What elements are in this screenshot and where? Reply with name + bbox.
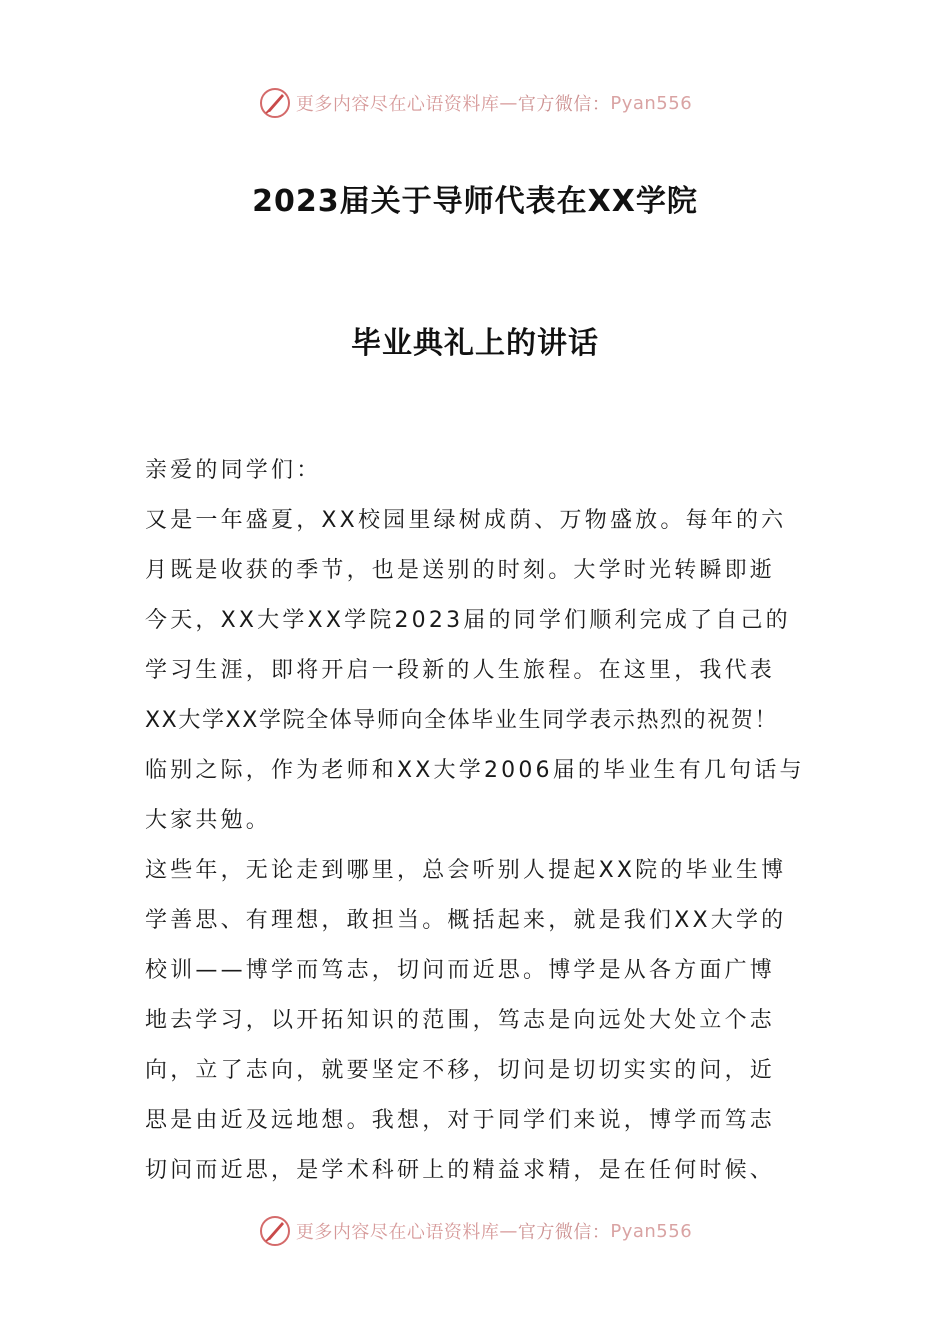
body-line: 月既是收获的季节，也是送别的时刻。大学时光转瞬即逝: [145, 558, 776, 583]
watermark-id: Pyan556: [610, 1220, 693, 1242]
speech-body: [145, 446, 815, 1196]
document-title-line2: 毕业典礼上的讲话: [351, 326, 599, 361]
body-line: 亲爱的同学们：: [145, 458, 322, 483]
body-line: 切问而近思，是学术科研上的精益求精，是在任何时候、: [145, 1158, 776, 1183]
watermark-id: Pyan556: [610, 92, 693, 114]
watermark-brand: 更多内容尽在心语资料库: [295, 1222, 500, 1243]
body-line: 学善思、有理想，敢担当。概括起来，就是我们XX大学的: [145, 908, 787, 933]
quill-logo-icon: [258, 1214, 292, 1248]
watermark-separator: —: [499, 1220, 518, 1242]
body-line: 地去学习，以开拓知识的范围，笃志是向远处大处立个志: [145, 1008, 776, 1033]
footer-watermark: [0, 1211, 950, 1251]
body-line: 今天，XX大学XX学院2023届的同学们顺利完成了自己的: [145, 608, 791, 633]
watermark-official: 官方微信：: [517, 94, 611, 115]
body-line: 向，立了志向，就要坚定不移，切问是切切实实的问，近: [145, 1058, 776, 1083]
body-line: XX大学XX学院全体导师向全体毕业生同学表示热烈的祝贺！: [145, 708, 779, 733]
watermark-official: 官方微信：: [517, 1222, 611, 1243]
body-line: 这些年，无论走到哪里，总会听别人提起XX院的毕业生博: [145, 858, 787, 883]
body-line: 思是由近及远地想。我想，对于同学们来说，博学而笃志: [145, 1108, 776, 1133]
body-line: 校训——博学而笃志，切问而近思。博学是从各方面广博: [145, 958, 776, 983]
watermark-brand: 更多内容尽在心语资料库: [295, 94, 500, 115]
body-line: 大家共勉。: [145, 808, 272, 833]
header-watermark: [0, 83, 950, 123]
body-line: 临别之际，作为老师和XX大学2006届的毕业生有几句话与: [145, 758, 805, 783]
document-title-line1: 2023届关于导师代表在XX学院: [252, 184, 698, 219]
body-line: 学习生涯，即将开启一段新的人生旅程。在这里，我代表: [145, 658, 776, 683]
body-line: 又是一年盛夏，XX校园里绿树成荫、万物盛放。每年的六: [145, 508, 787, 533]
watermark-separator: —: [499, 92, 518, 114]
quill-logo-icon: [258, 86, 292, 120]
